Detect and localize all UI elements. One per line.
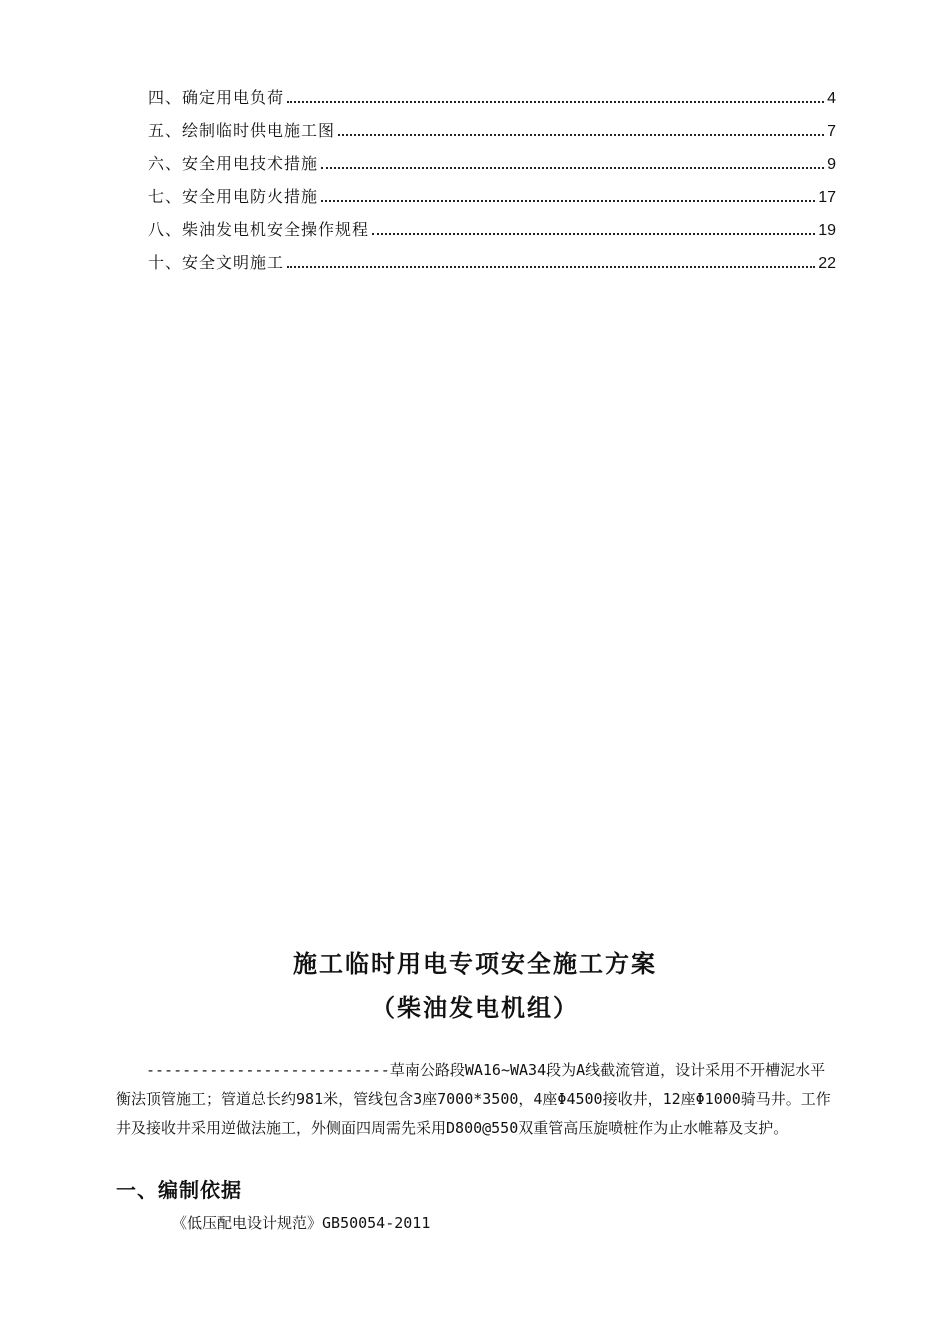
toc-dot-leader <box>372 233 815 235</box>
toc-entry-4[interactable] <box>148 86 836 119</box>
table-of-contents <box>148 86 836 284</box>
toc-page-number: 17 <box>818 189 836 206</box>
toc-entry-label: 七、安全用电防火措施 <box>148 187 319 206</box>
basis-item: 《低压配电设计规范》GB50054-2011 <box>172 1214 431 1232</box>
toc-page-number: 22 <box>818 255 836 272</box>
toc-page-number: 19 <box>818 222 836 239</box>
toc-page-number: 4 <box>827 90 836 107</box>
toc-page-number: 7 <box>827 123 836 140</box>
toc-entry-8[interactable] <box>148 218 836 251</box>
toc-dot-leader <box>321 167 824 169</box>
toc-entry-label: 八、柴油发电机安全操作规程 <box>148 220 370 239</box>
toc-page-number: 9 <box>827 156 836 173</box>
toc-entry-label: 十、安全文明施工 <box>148 253 285 272</box>
toc-entry-label: 四、确定用电负荷 <box>148 88 285 107</box>
toc-dot-leader <box>338 134 824 136</box>
toc-entry-6[interactable] <box>148 152 836 185</box>
document-subtitle: （柴油发电机组） <box>371 994 579 1022</box>
toc-dot-leader <box>321 200 815 202</box>
intro-paragraph: ---------------------------草南公路段WA16~WA34段为A线截流管道，设计采用不开槽泥水平衡法顶管施工；管道总长约981米，管线包含3座7000*3500，4座Φ4500接收井，12座Φ1000骑马井。工作井及接收井采用逆做法施工，外侧面四周需先采用D800@550双重管高压旋喷桩作为止水帷幕及支护。 <box>116 1061 831 1137</box>
section-heading: 一、编制依据 <box>116 1178 242 1202</box>
toc-entry-label: 六、安全用电技术措施 <box>148 154 319 173</box>
toc-entry-7[interactable] <box>148 185 836 218</box>
toc-dot-leader <box>287 101 824 103</box>
toc-dot-leader <box>287 266 815 268</box>
toc-entry-5[interactable] <box>148 119 836 152</box>
document-title: 施工临时用电专项安全施工方案 <box>293 950 657 978</box>
toc-entry-label: 五、绘制临时供电施工图 <box>148 121 336 140</box>
toc-entry-10[interactable] <box>148 251 836 284</box>
